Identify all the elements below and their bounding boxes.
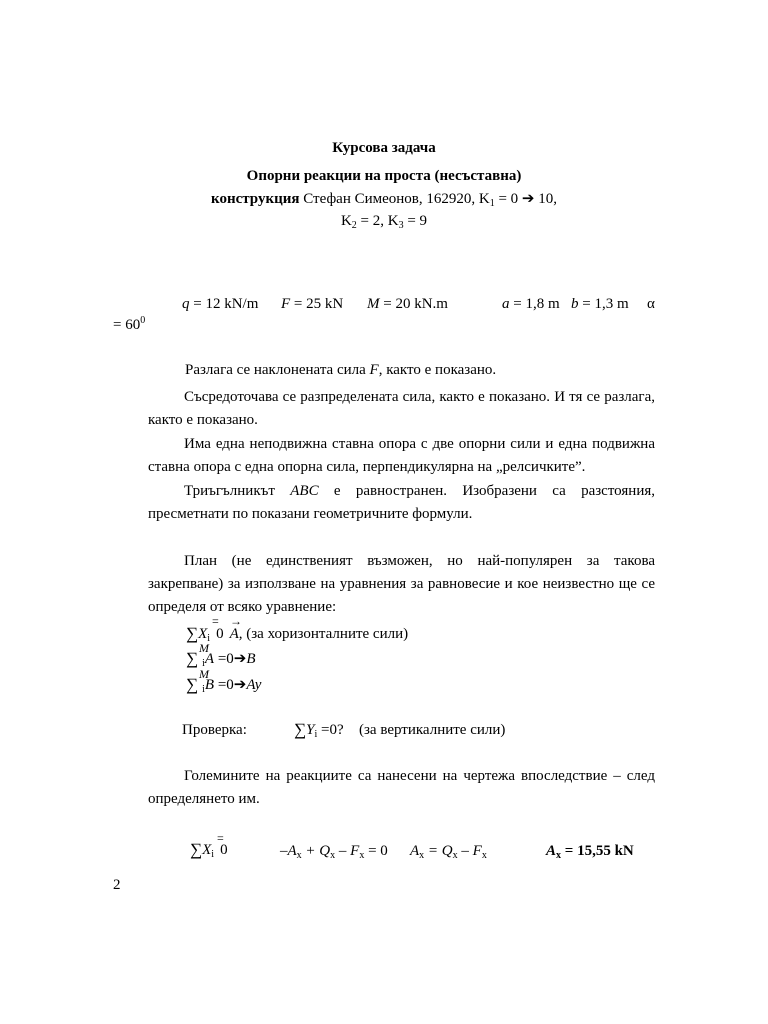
sum-symbol: ∑ xyxy=(190,840,203,859)
eq2-tail: =0➔ xyxy=(214,651,247,667)
k3-text: = 9 xyxy=(403,213,428,229)
doc-title: Курсова задача xyxy=(332,140,436,156)
alpha-value: = 60 xyxy=(113,317,141,333)
q-symbol: q xyxy=(182,296,190,312)
sum-symbol: ∑ xyxy=(186,675,199,694)
sum-symbol: ∑ xyxy=(294,720,307,739)
sub-x: x xyxy=(296,850,302,861)
result-A: A xyxy=(546,843,557,859)
final-i: i xyxy=(211,849,215,860)
eq2-M: M xyxy=(199,641,209,655)
check-label: Проверка: xyxy=(182,722,247,738)
eq2-Qx: = Q xyxy=(424,843,453,859)
eq1-equals: = xyxy=(212,614,219,628)
check-equation xyxy=(294,720,344,744)
check-i: i xyxy=(314,729,318,740)
eq2-Fx: – F xyxy=(457,843,482,859)
p4-text: Триъгълникът xyxy=(184,483,291,499)
eq2-i: i xyxy=(202,658,205,669)
equation-moment-a xyxy=(186,649,256,673)
doc-k-line xyxy=(0,212,768,235)
p4-abc: ABC xyxy=(290,483,319,499)
eq3-B: B xyxy=(204,677,215,693)
q-value: = 12 kN/m xyxy=(189,296,259,312)
final-equals: = xyxy=(217,831,224,845)
k2-label: K xyxy=(340,213,352,229)
F-symbol: F xyxy=(281,296,291,312)
eq3-Ay: Ay xyxy=(246,677,262,693)
sub-x: x xyxy=(330,850,336,861)
paragraph-triangle xyxy=(148,480,655,526)
final-equation-1 xyxy=(280,842,388,865)
final-equation-2 xyxy=(410,842,487,865)
eq-end: = 0 xyxy=(364,843,388,859)
check-Y: Y xyxy=(306,722,315,738)
eq1-X: X xyxy=(198,626,208,642)
eq-Fx: – F xyxy=(335,843,360,859)
param-b xyxy=(571,295,629,313)
param-alpha-symbol: α xyxy=(647,296,655,312)
k1-text: = 0 ➔ 10, xyxy=(494,191,557,207)
result-sub-x: x xyxy=(556,850,562,861)
paragraph-distributed-force: Съсредоточава се разпределената сила, както е показано. И тя се разлага, както е показано. xyxy=(148,389,655,428)
F-value: = 25 kN xyxy=(290,296,344,312)
p1-F: F xyxy=(369,362,379,378)
param-alpha-value xyxy=(113,312,145,334)
eq2-B: B xyxy=(246,651,256,667)
sum-symbol: ∑ xyxy=(186,649,199,668)
doc-author-line xyxy=(0,190,768,213)
paragraph-supports: Има една неподвижна ставна опора с две опорни сили и една подвижна ставна опора с една опорна сила, перпендикулярна на „релсичките”. xyxy=(148,436,655,475)
sub-x: x xyxy=(481,850,487,861)
a-symbol: a xyxy=(502,296,510,312)
b-symbol: b xyxy=(571,296,579,312)
final-result xyxy=(546,842,634,865)
equation-moment-b xyxy=(186,675,261,699)
eq3-M: M xyxy=(199,667,209,681)
eq1-note: (за хоризонталните сили) xyxy=(242,626,409,642)
k2-text: = 2, K xyxy=(356,213,399,229)
eq-Qx: + Q xyxy=(301,843,331,859)
author-text: Стефан Симеонов, 162920, K xyxy=(299,191,490,207)
param-a xyxy=(502,295,560,313)
eq2-Ax: A xyxy=(410,843,420,859)
doc-subtitle: Опорни реакции на проста (несъставна) xyxy=(246,168,522,184)
sub-x: x xyxy=(359,850,365,861)
final-zero: 0 xyxy=(220,842,228,858)
check-note: (за вертикалните сили) xyxy=(359,722,506,738)
arrow-icon: → xyxy=(230,614,242,628)
k1-sub: 1 xyxy=(489,198,495,209)
k3-sub: 3 xyxy=(398,220,404,231)
eq1-zero: 0 xyxy=(216,626,224,642)
param-M xyxy=(367,295,448,313)
paragraph-reactions: Големините на реакциите са нанесени на чертежа впоследствие – след определянето им. xyxy=(148,768,655,807)
paragraph-decompose-force xyxy=(185,361,496,379)
eq3-tail: =0➔ xyxy=(214,677,247,693)
param-q xyxy=(182,295,258,313)
alpha-degree: 0 xyxy=(140,315,146,326)
eq3-i: i xyxy=(202,684,205,695)
paragraph-plan: План (не единственият възможен, но най-популярен за такова закрепване) за използване на уравнения за равновесие и кое неизвестно ще се определя от всяко уравнение: xyxy=(148,553,655,615)
p4-end: е равностранен. Изобразени са разстояния, пресметнати по показани геометричните формули. xyxy=(148,483,655,522)
result-value: = 15,55 kN xyxy=(561,843,634,859)
check-eq: =0? xyxy=(317,722,344,738)
equation-sum-x xyxy=(186,624,408,648)
final-X: X xyxy=(202,842,212,858)
eq-Ax: –A xyxy=(280,843,297,859)
M-symbol: M xyxy=(367,296,380,312)
p1-end: , както е показано. xyxy=(378,362,497,378)
eq2-A: A xyxy=(204,651,215,667)
M-value: = 20 kN.m xyxy=(379,296,448,312)
p1-text: Разлага се наклонената сила xyxy=(185,362,370,378)
sum-symbol: ∑ xyxy=(186,624,199,643)
sub-x: x xyxy=(452,850,458,861)
sub-x: x xyxy=(419,850,425,861)
construction-word: конструкция xyxy=(211,191,300,207)
b-value: = 1,3 m xyxy=(578,296,629,312)
eq1-i: i xyxy=(207,633,211,644)
eq1-A: A, xyxy=(229,626,243,642)
param-F xyxy=(281,295,343,313)
a-value: = 1,8 m xyxy=(509,296,560,312)
page-number: 2 xyxy=(113,877,121,893)
k2-sub: 2 xyxy=(351,220,357,231)
